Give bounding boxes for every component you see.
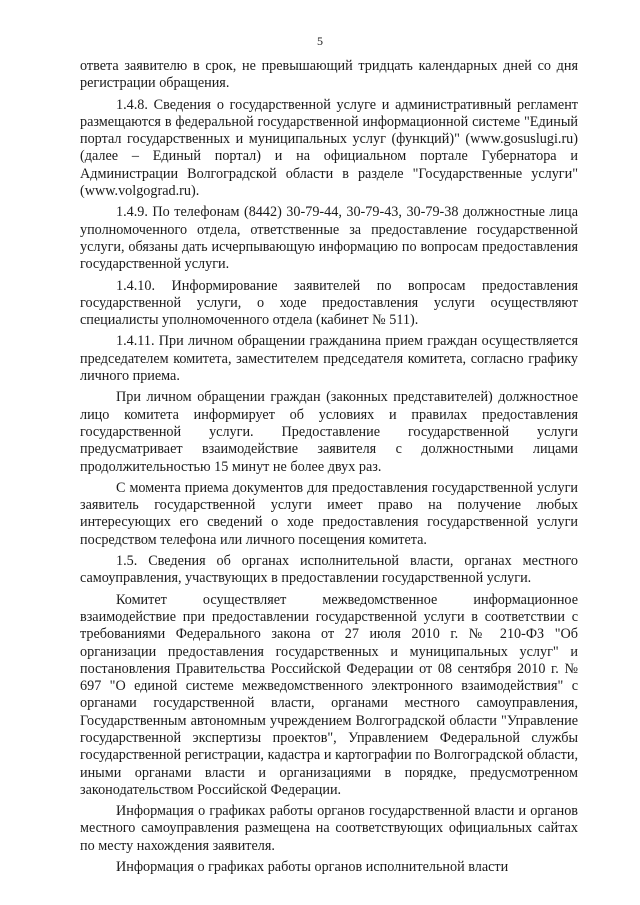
document-body: [80, 58, 578, 880]
paragraph-1-4-11: 1.4.11. При личном обращении гражданина прием граждан осуществляется председателем комитета, заместителем председателя комитета, согласно графику личного приема.: [80, 333, 578, 385]
paragraph-1-4-8: 1.4.8. Сведения о государственной услуге и административный регламент размещаются в федеральной государственной информационной системе "Единый портал государственных и муниципальных услуг (функций)" (www.gosuslugi.ru) (далее – Единый портал) и на официальном портале Губернатора и Администрации Волгоградской области в разделе "Государственные услуги" (www.volgograd.ru).: [80, 96, 578, 200]
paragraph-work-schedules-exec: Информация о графиках работы органов исполнительной власти: [116, 859, 509, 876]
paragraph-personal-visit: При личном обращении граждан (законных представителей) должностное лицо комитета информирует об условиях и правилах предоставления государственной услуги. Предоставление государственной услуги предусматривает взаимодействие заявителя с должностными лицами продолжительностью 15 минут не более двух раз.: [80, 389, 578, 475]
paragraph-1-4-9: 1.4.9. По телефонам (8442) 30-79-44, 30-79-43, 30-79-38 должностные лица уполномоченного отдела, ответственные за предоставление государственной услуги, обязаны дать исчерпывающую информацию по вопросам предоставления государственной услуги.: [80, 204, 578, 273]
paragraph-1-5: 1.5. Сведения об органах исполнительной власти, органах местного самоуправления, участвующих в предоставлении государственной услуги.: [80, 553, 578, 587]
paragraph-work-schedules-gov: Информация о графиках работы органов государственной власти и органов местного самоуправления размещена на соответствующих официальных сайтах по месту нахождения заявителя.: [80, 803, 578, 854]
paragraph-document-receipt: С момента приема документов для предоставления государственной услуги заявитель государственной услуги имеет право на получение любых интересующих его сведений о ходе предоставления государственной услуги посредством телефона или личного посещения комитета.: [80, 479, 578, 548]
page-number: 5: [317, 34, 323, 48]
paragraph-interagency-interaction: Комитет осуществляет межведомственное информационное взаимодействие при предоставлении государственной услуги в соответствии с требованиями Федерального закона от 27 июля 2010 г. № 210-ФЗ "Об организации предоставления государственных и муниципальных услуг" и постановления Правительства Российской Федерации от 08 сентября 2010 г. № 697 "О единой системе межведомственного электронного взаимодействия" с органами государственной власти, органами местного самоуправления, Государственным автономным учреждением Волгоградской области "Управление государственной экспертизы проектов", Управлением Федеральной службы государственной регистрации, кадастра и картографии по Волгоградской области, иными органами власти и организациями в порядке, предусмотренном законодательством Российской Федерации.: [80, 591, 578, 798]
paragraph-response-deadline: ответа заявителю в срок, не превышающий тридцать календарных дней со дня регистрации обращения.: [80, 58, 578, 92]
paragraph-1-4-10: 1.4.10. Информирование заявителей по вопросам предоставления государственной услуги, о ходе предоставления услуги осуществляют специалисты уполномоченного отдела (кабинет № 511).: [80, 277, 578, 329]
